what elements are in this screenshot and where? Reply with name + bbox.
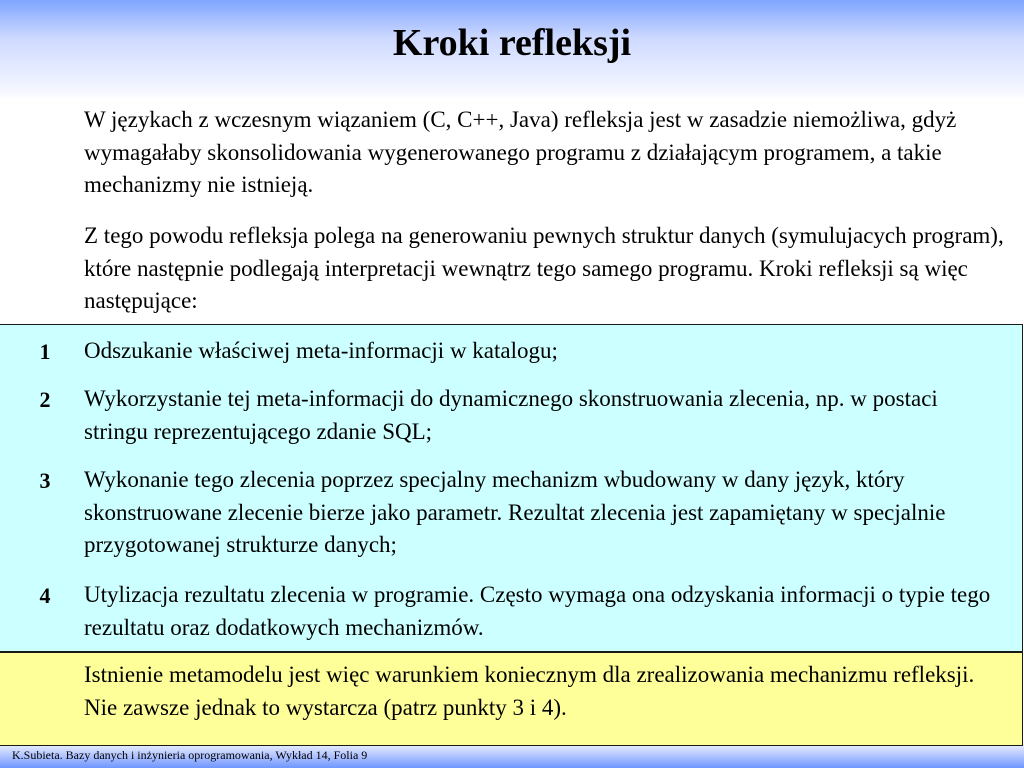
step-number-1: 1 xyxy=(39,339,51,364)
step-text-4: Utylizacja rezultatu zlecenia w programie. Często wymaga ona odzyskania informacji o typie tego rezultatu oraz dodatkowych mechanizmów. xyxy=(84,582,991,640)
step-text-2: Wykorzystanie tej meta-informacji do dynamicznego skonstruowania zlecenia, np. w postaci stringu reprezentującego zdanie SQL; xyxy=(84,386,938,444)
step-text-3: Wykonanie tego zlecenia poprzez specjalny mechanizm wbudowany w dany język, który skonstruowane zlecenie bierze jako parametr. Rezultat zlecenia jest zapamiętany w specjalnie przygotowanej strukturze danych; xyxy=(84,467,946,557)
slide-title: Kroki refleksji xyxy=(392,22,632,64)
intro-paragraph-reflection-steps: Z tego powodu refleksja polega na generowaniu pewnych struktur danych (symulujacych program), które następnie podlegają interpretacji wewnątrz tego samego programu. Kroki refleksji są więc następujące: xyxy=(84,223,1004,313)
intro-paragraph-early-binding: W językach z wczesnym wiązaniem (C, C++, Java) refleksja jest w zasadzie niemożliwa, gdyż wymagałaby skonsolidowania wygenerowanego programu z działającym programem, a takie mechanizmy nie istnieją. xyxy=(84,107,957,197)
step-text-1: Odszukanie właściwej meta-informacji w katalogu; xyxy=(84,338,558,363)
step-number-2: 2 xyxy=(39,387,51,412)
step-number-4: 4 xyxy=(39,583,51,608)
conclusion-text: Istnienie metamodelu jest więc warunkiem koniecznym dla zrealizowania mechanizmu refleksji. Nie zawsze jednak to wystarcza (patrz punkty 3 i 4). xyxy=(84,662,975,720)
footer-citation: K.Subieta. Bazy danych i inżynieria oprogramowania, Wykład 14, Folia 9 xyxy=(12,748,368,762)
step-number-3: 3 xyxy=(39,468,51,493)
